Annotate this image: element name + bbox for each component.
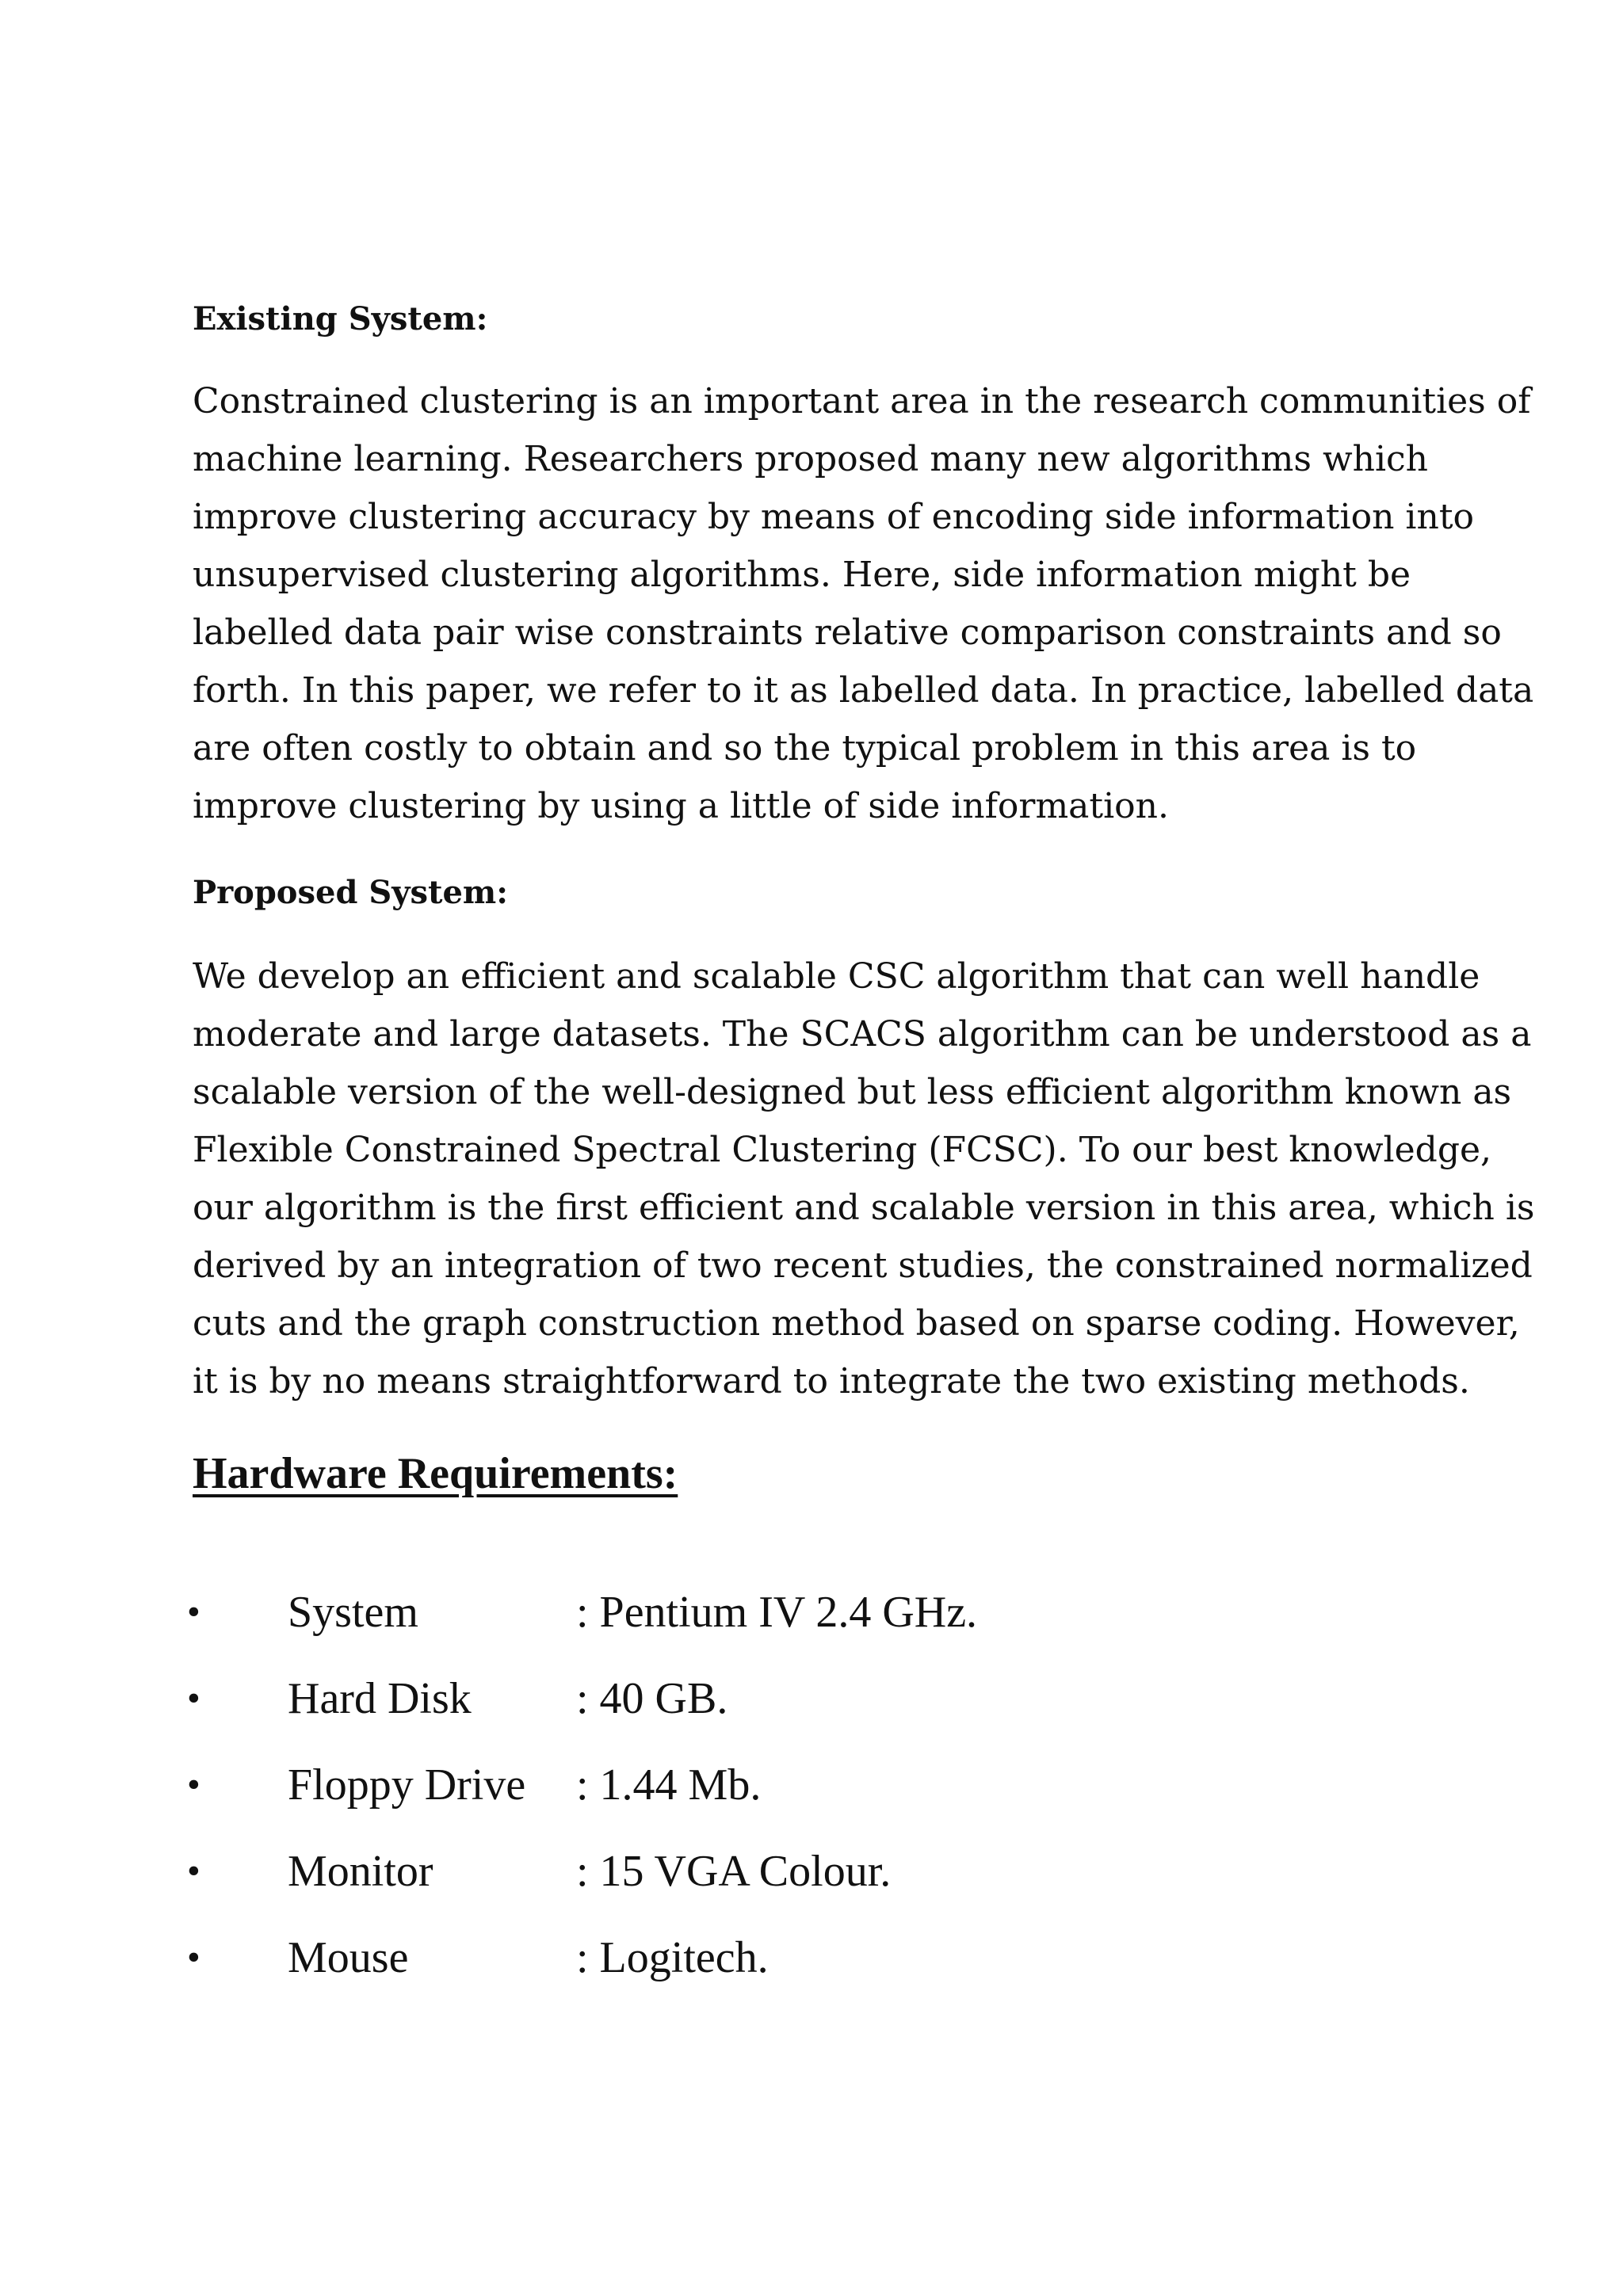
paragraph-line: forth. In this paper, we refer to it as labelled data. In practice, labelled data <box>193 670 1534 711</box>
paragraph-line: scalable version of the well-designed but less efficient algorithm known as <box>193 1072 1512 1112</box>
paragraph-line: We develop an efficient and scalable CSC algorithm that can well handle <box>193 956 1480 997</box>
list-item <box>0 1585 1623 1671</box>
requirement-label: System <box>288 1588 418 1637</box>
paragraph-line: labelled data pair wise constraints relative comparison constraints and so <box>193 612 1502 653</box>
paragraph-line: derived by an integration of two recent studies, the constrained normalized <box>193 1245 1533 1286</box>
bullet: • <box>187 1591 200 1633</box>
paragraph-line: moderate and large datasets. The SCACS algorithm can be understood as a <box>193 1014 1532 1055</box>
requirement-value: : Logitech. <box>576 1933 769 1982</box>
requirement-value: : 1.44 Mb. <box>576 1760 762 1810</box>
requirement-value: : Pentium IV 2.4 GHz. <box>576 1588 978 1637</box>
existing-system-paragraph <box>193 372 1534 835</box>
paragraph-line: machine learning. Researchers proposed many new algorithms which <box>193 439 1429 479</box>
list-item <box>0 1844 1623 1930</box>
hardware-requirements-heading: Hardware Requirements: <box>193 1449 678 1498</box>
bullet: • <box>187 1850 200 1892</box>
requirement-label: Monitor <box>288 1847 433 1896</box>
requirement-label: Mouse <box>288 1933 409 1982</box>
requirement-value: : 40 GB. <box>576 1674 728 1723</box>
existing-system-heading: Existing System: <box>193 300 488 338</box>
bullet: • <box>187 1764 200 1806</box>
paragraph-line: it is by no means straightforward to integrate the two existing methods. <box>193 1361 1470 1402</box>
bullet: • <box>187 1936 200 1978</box>
paragraph-line: cuts and the graph construction method based on sparse coding. However, <box>193 1303 1520 1344</box>
requirement-value: : 15 VGA Colour. <box>576 1847 892 1896</box>
requirement-label: Hard Disk <box>288 1674 472 1723</box>
paragraph-line: are often costly to obtain and so the typical problem in this area is to <box>193 728 1417 769</box>
requirement-label: Floppy Drive <box>288 1760 526 1810</box>
proposed-system-paragraph <box>193 948 1535 1410</box>
paragraph-line: our algorithm is the first efficient and scalable version in this area, which is <box>193 1188 1535 1228</box>
proposed-system-heading: Proposed System: <box>193 874 509 911</box>
paragraph-line: improve clustering accuracy by means of encoding side information into <box>193 497 1474 537</box>
list-item <box>0 1671 1623 1757</box>
list-item <box>0 1930 1623 2016</box>
hardware-requirements-list <box>0 1585 1623 2016</box>
list-item <box>0 1757 1623 1844</box>
bullet: • <box>187 1677 200 1719</box>
paragraph-line: Constrained clustering is an important area in the research communities of <box>193 381 1531 421</box>
paragraph-line: Flexible Constrained Spectral Clustering (FCSC). To our best knowledge, <box>193 1130 1492 1170</box>
paragraph-line: improve clustering by using a little of side information. <box>193 786 1169 826</box>
paragraph-line: unsupervised clustering algorithms. Here, side information might be <box>193 555 1411 595</box>
